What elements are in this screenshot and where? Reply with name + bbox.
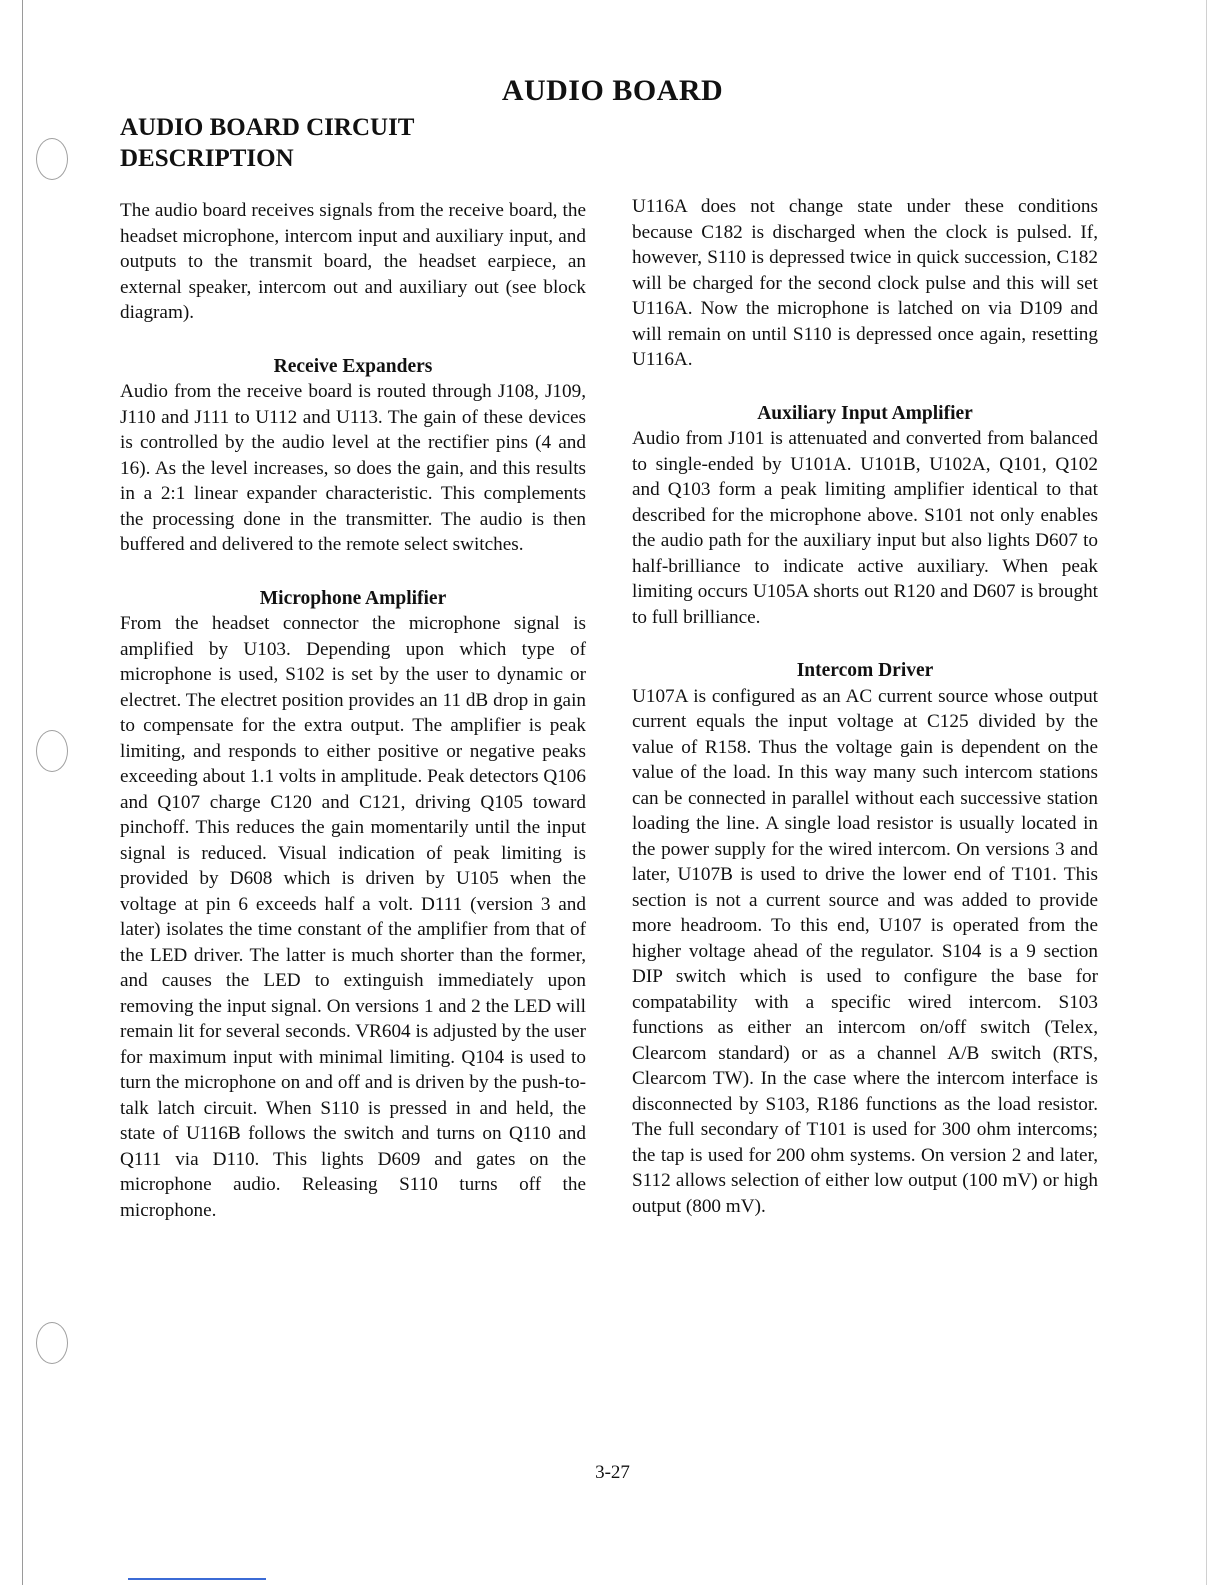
continuation-paragraph: U116A does not change state under these conditions because C182 is discharged when the clock is pulsed. If, however, S110 is depressed twice in quick succession, C182 will be charged for the second clock pulse and this will set U116A. Now the microphone is latched on via D109 and will remain on until S110 is depressed once again, resetting U116A. — [632, 196, 1098, 370]
spacer — [120, 558, 586, 586]
intercom-driver-heading: Intercom Driver — [796, 660, 934, 681]
left-column — [120, 112, 586, 1223]
spacer — [120, 326, 586, 354]
punch-hole-top — [36, 138, 68, 180]
auxiliary-input-amplifier-paragraph: Audio from J101 is attenuated and converted from balanced to single-ended by U101A. U101B, U102A, Q101, Q102 and Q103 form a peak limiting amplifier identical to that described for the microphone above. S101 not only enables the audio path for the auxiliary input but also lights D607 to half-brilliance to indicate active auxiliary. When peak limiting occurs U105A shorts out R120 and D607 is brought to full brilliance. — [632, 428, 1098, 628]
intercom-driver-paragraph: U107A is configured as an AC current source whose output current equals the input voltage at C125 divided by the value of R158. Thus the voltage gain is dependent on the value of the load. In this way many such intercom stations can be connected in parallel without each successive station loading the line. A single load resistor is usually located in the power supply for the wired intercom. On versions 3 and later, U107B is used to drive the lower end of T101. This section is not a current source and was added to provide more headroom. To this end, U107 is operated from the higher voltage ahead of the regulator. S104 is a 9 section DIP switch which is used to configure the base for compatability with a specific wired intercom. S103 functions as either an intercom on/off switch (Telex, Clearcom standard) or as a channel A/B switch (RTS, Clearcom TW). In the case where the intercom interface is disconnected by S103, R186 functions as the load resistor. The full secondary of T101 is used for 300 ohm intercoms; the tap is used for 200 ohm systems. On version 2 and later, S112 allows selection of either low output (100 mV) or high output (800 mV). — [632, 685, 1098, 1217]
page-title: AUDIO BOARD — [501, 74, 724, 107]
section-title-line1: AUDIO BOARD CIRCUIT — [120, 114, 415, 141]
receive-expanders-paragraph: Audio from the receive board is routed through J108, J109, J110 and J111 to U112 and U113. The gain of these devices is controlled by the audio level at the rectifier pins (4 and 16). As the level increases, so does the gain, and this results in a 2:1 linear expander characteristic. This complements the processing done in the transmitter. The audio is then buffered and delivered to the remote select switches. — [120, 381, 586, 555]
section-title-line2: DESCRIPTION — [120, 145, 294, 172]
section-title — [120, 112, 586, 174]
receive-expanders-heading: Receive Expanders — [273, 355, 433, 377]
right-edge-line — [1206, 0, 1207, 1585]
spacer — [632, 373, 1098, 401]
punch-hole-middle — [36, 730, 68, 772]
intro-paragraph: The audio board receives signals from the receive board, the headset microphone, intercom input and auxiliary input, and outputs to the transmit board, the headset earpiece, an external speaker, intercom out and auxiliary out (see block diagram). — [120, 200, 586, 323]
microphone-amplifier-paragraph: From the headset connector the microphone signal is amplified by U103. Depending upon which type of microphone is used, S102 is set by the user to dynamic or electret. The electret position provides an 11 dB drop in gain to compensate for the extra output. The amplifier is peak limiting, and responds to either positive or negative peaks exceeding about 1.1 volts in amplitude. Peak detectors Q106 and Q107 charge C120 and C121, driving Q105 toward pinchoff. This reduces the gain momentarily until the input signal is reduced. Visual indication of peak limiting is provided by D608 which is driven by U105 when the voltage at pin 6 exceeds half a volt. D111 (version 3 and later) isolates the time constant of the amplifier from that of the LED driver. The latter is much shorter than the former, and causes the LED to extinguish immediately upon removing the input signal. On versions 1 and 2 the LED will remain lit for several seconds. VR604 is adjusted by the user for maximum input with minimal limiting. Q104 is used to turn the microphone on and off and is driven by the push-to-talk latch circuit. When S110 is pressed in and held, the state of U116B follows the switch and turns on Q110 and Q111 via D110. This lights D609 and gates on the microphone audio. Releasing S110 turns off the microphone. — [120, 613, 586, 1221]
microphone-amplifier-heading: Microphone Amplifier — [259, 587, 447, 609]
right-column — [632, 194, 1098, 1219]
auxiliary-input-amplifier-heading: Auxiliary Input Amplifier — [757, 402, 973, 424]
left-margin-line — [22, 0, 23, 1585]
punch-hole-bottom — [36, 1322, 68, 1364]
page-number: 3-27 — [595, 1462, 630, 1483]
bottom-link-bar — [128, 1578, 266, 1580]
spacer — [632, 630, 1098, 658]
